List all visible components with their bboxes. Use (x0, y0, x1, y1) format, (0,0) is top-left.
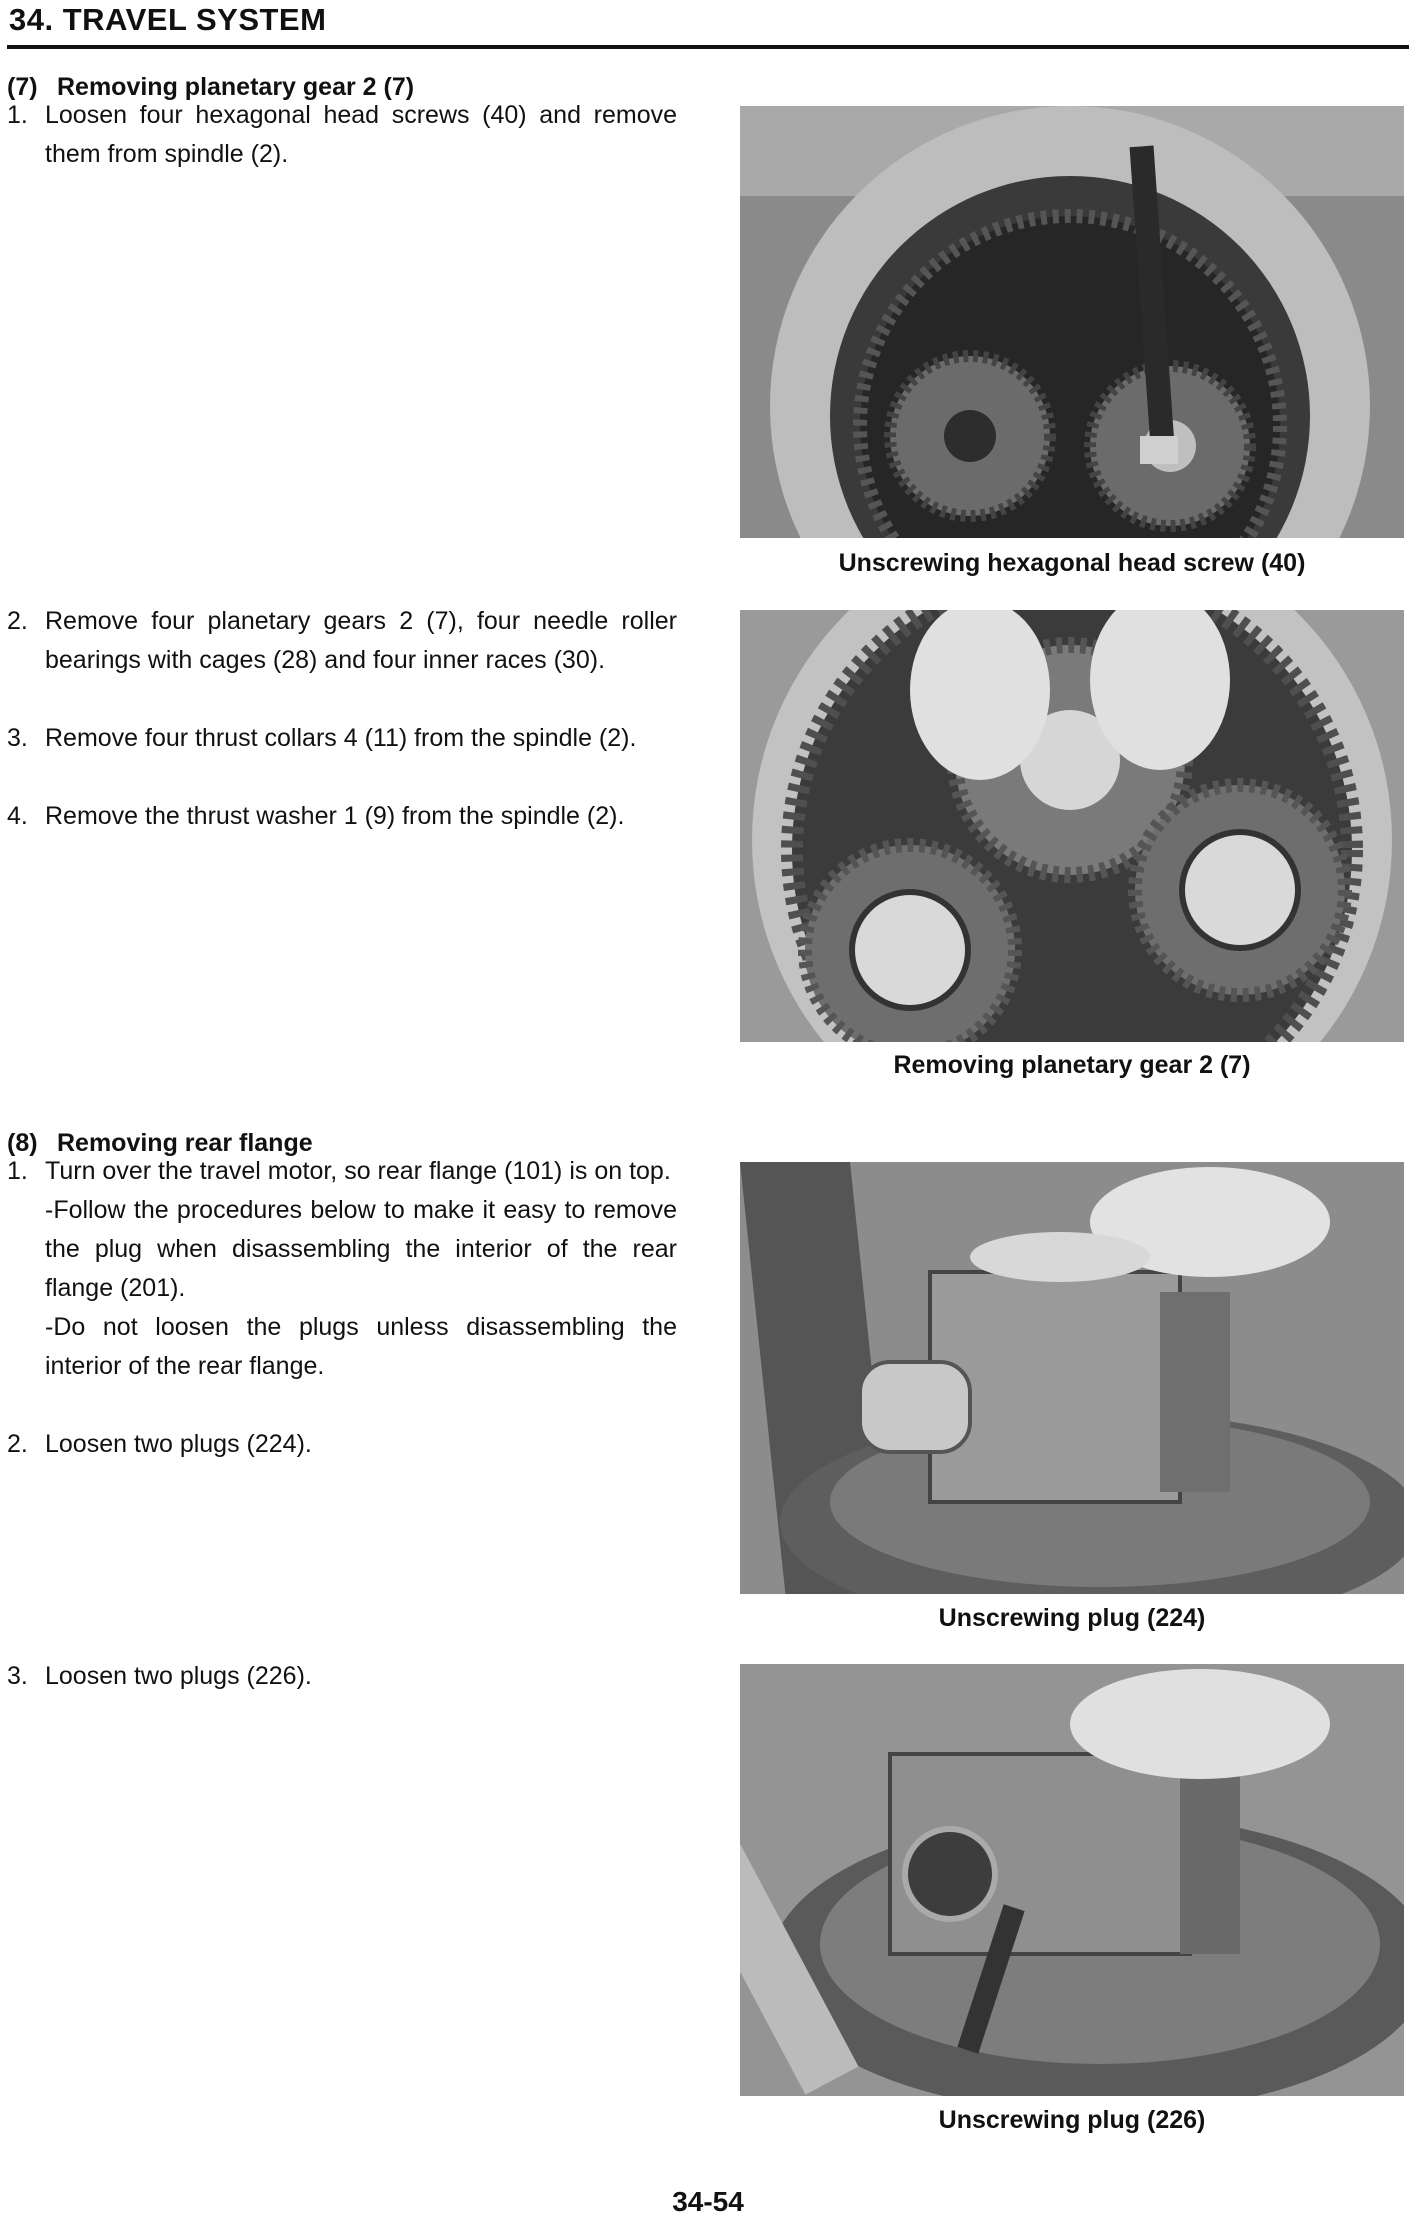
section-8-title: Removing rear flange (57, 1129, 313, 1157)
page-number: 34-54 (672, 2186, 744, 2217)
chapter-title: 34. TRAVEL SYSTEM (9, 2, 327, 37)
step-text-main: Turn over the travel motor, so rear flange (101) is on top. (45, 1157, 671, 1185)
section-8-number: (8) (7, 1129, 38, 1157)
step-number: 1. (7, 101, 28, 129)
photo-unscrewing-hex-screw (740, 106, 1404, 538)
section-7-number: (7) (7, 73, 38, 101)
step-number: 4. (7, 802, 28, 830)
caption-planetary-gear: Removing planetary gear 2 (7) (893, 1051, 1251, 1079)
step-text: Loosen four hexagonal head screws (40) and remove them from spindle (2). (45, 101, 677, 168)
caption-plug-224: Unscrewing plug (224) (938, 1604, 1206, 1632)
step-text: Remove four thrust collars 4 (11) from the spindle (2). (45, 724, 637, 752)
step-number: 2. (7, 607, 28, 635)
step-text: Remove the thrust washer 1 (9) from the spindle (2). (45, 802, 625, 830)
step-8-1 (7, 1152, 677, 1386)
step-note-1: -Follow the procedures below to make it easy to remove the plug when disassembling the interior of the rear flange (201). (45, 1196, 677, 1302)
caption-plug-226: Unscrewing plug (226) (938, 2106, 1206, 2134)
step-8-3 (7, 1657, 677, 1696)
page-header (7, 0, 1409, 49)
step-text: Remove four planetary gears 2 (7), four needle roller bearings with cages (28) and four inner races (30). (45, 607, 677, 674)
step-7-1 (7, 96, 677, 174)
step-number: 2. (7, 1430, 28, 1458)
photo-unscrewing-plug-226 (740, 1664, 1404, 2096)
step-text: Loosen two plugs (226). (45, 1662, 312, 1690)
step-8-2 (7, 1425, 677, 1464)
step-text: Loosen two plugs (224). (45, 1430, 312, 1458)
step-7-2 (7, 602, 677, 680)
step-7-4 (7, 797, 677, 836)
caption-hex-screw: Unscrewing hexagonal head screw (40) (838, 549, 1306, 577)
step-note-2: -Do not loosen the plugs unless disassembling the interior of the rear flange. (45, 1313, 677, 1380)
step-number: 1. (7, 1157, 28, 1185)
step-number: 3. (7, 724, 28, 752)
photo-unscrewing-plug-224 (740, 1162, 1404, 1594)
step-7-3 (7, 719, 677, 758)
section-7-title: Removing planetary gear 2 (7) (57, 73, 415, 101)
photo-removing-planetary-gear (740, 610, 1404, 1042)
step-number: 3. (7, 1662, 28, 1690)
